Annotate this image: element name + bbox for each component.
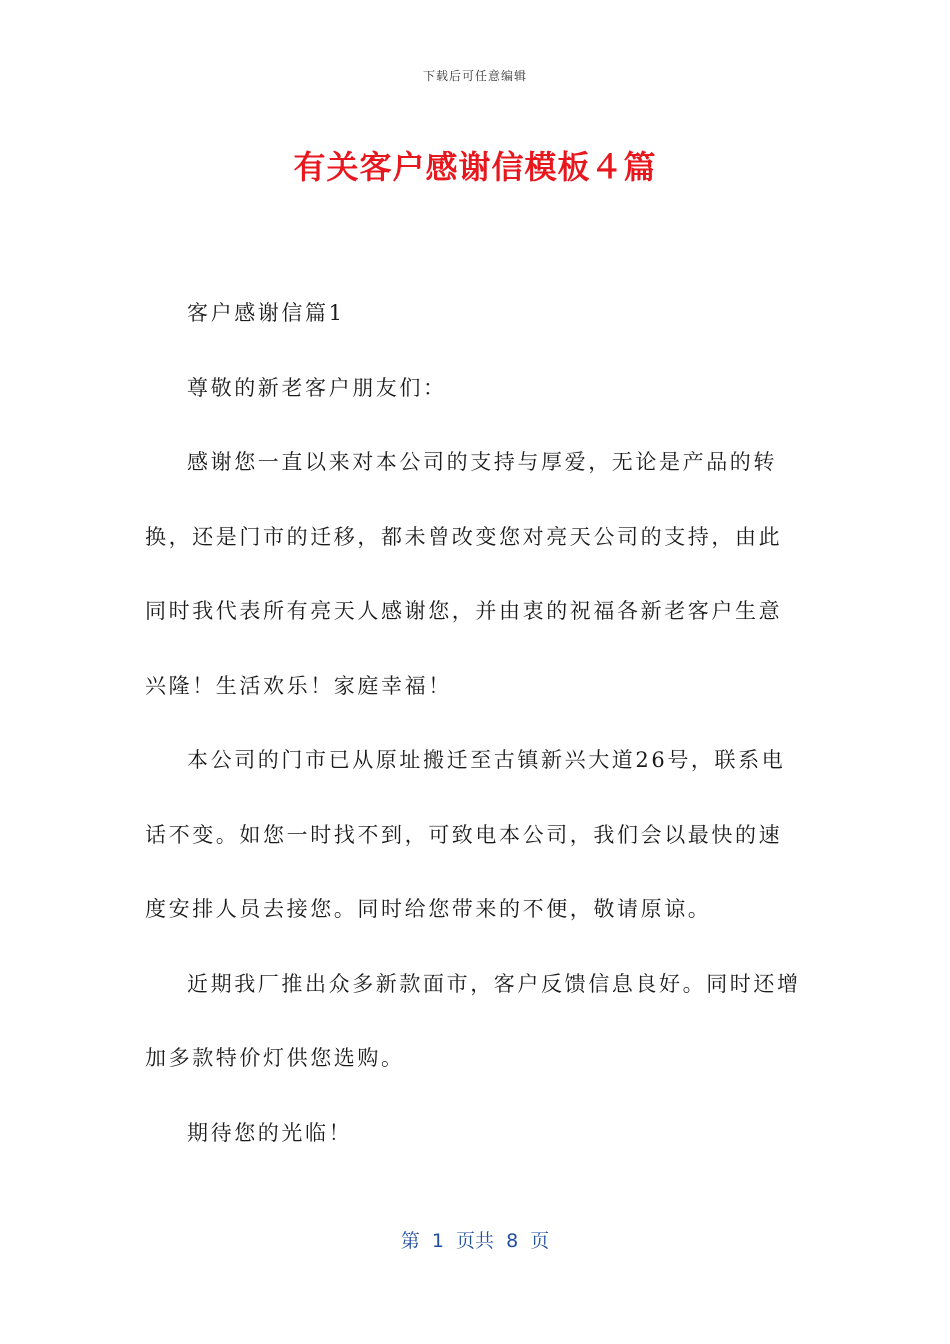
page-number-footer: 第 1 页共 8 页 — [400, 1230, 550, 1252]
header-note: 下载后可任意编辑 — [422, 69, 527, 83]
body-paragraph: 本公司的门市已从原址搬迁至古镇新兴大道26号，联系电话不变。如您一时找不到，可致电本公司，我们会以最快的速度安排人员去接您。同时给您带来的不便，敬请原谅。 — [145, 748, 786, 921]
salutation: 尊敬的新老客户朋友们： — [187, 375, 447, 400]
document-body — [145, 276, 805, 1170]
document-title: 有关客户感谢信模板４篇 — [293, 148, 657, 186]
section-heading: 客户感谢信篇1 — [187, 301, 345, 325]
closing-line: 期待您的光临！ — [187, 1120, 353, 1145]
body-paragraph: 近期我厂推出众多新款面市，客户反馈信息良好。同时还增加多款特价灯供您选购。 — [145, 971, 801, 1070]
body-paragraph: 感谢您一直以来对本公司的支持与厚爱，无论是产品的转换，还是门市的迁移，都未曾改变您对亮天公司的支持，由此同时我代表所有亮天人感谢您，并由衷的祝福各新老客户生意兴隆！生活欢乐！家庭幸福！ — [145, 450, 783, 698]
